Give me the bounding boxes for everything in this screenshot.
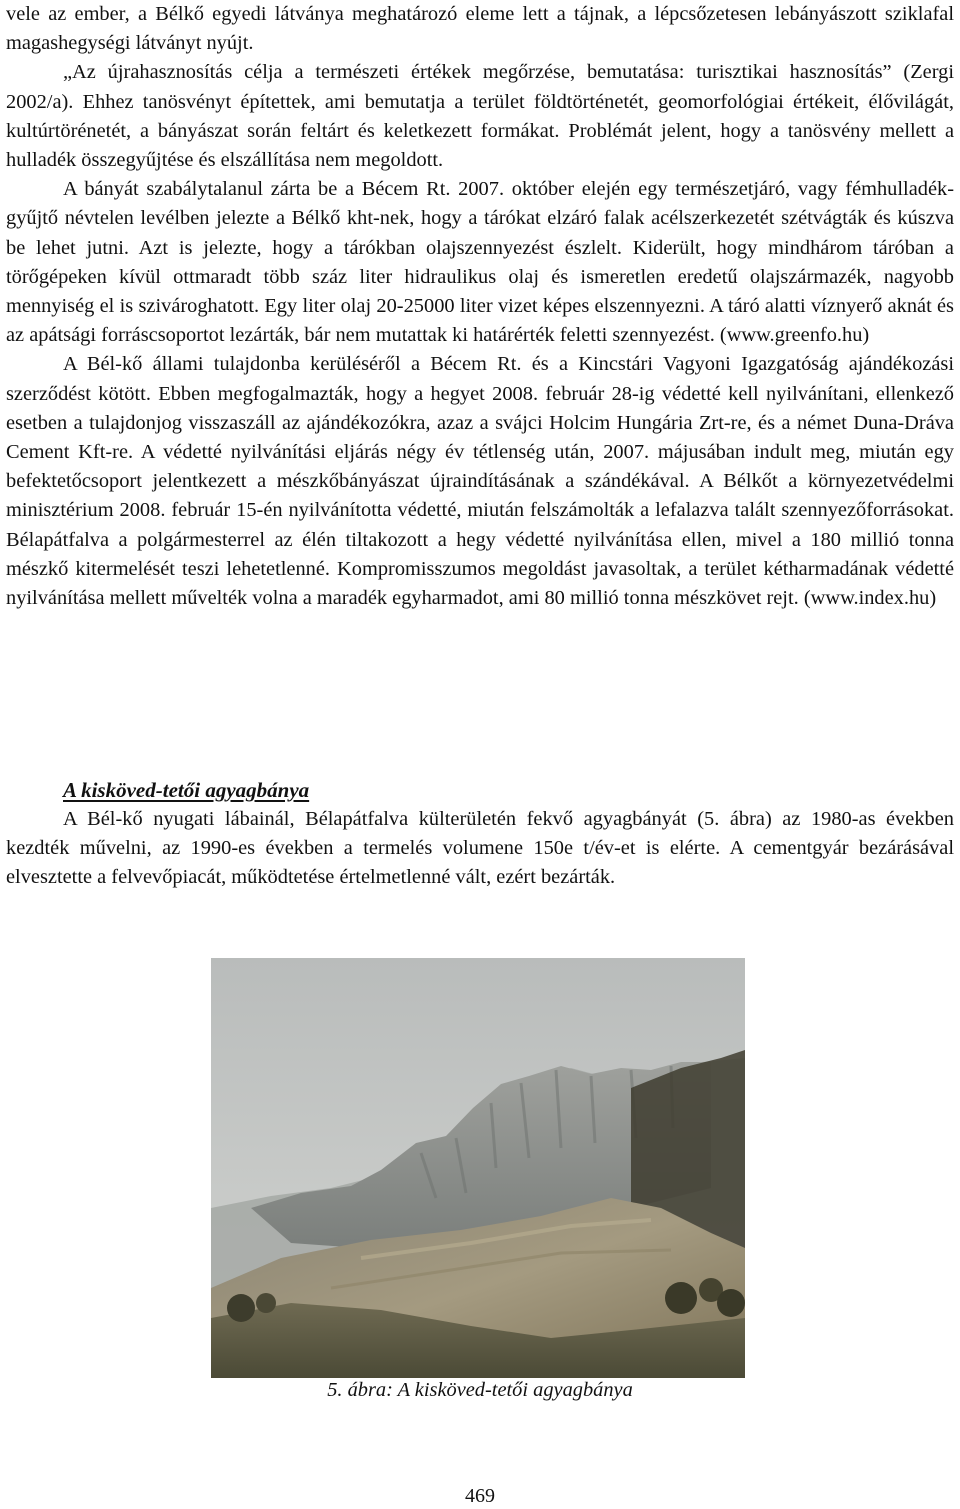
section-title: A kisköved-tetői agyagbánya [63, 778, 310, 802]
section-clay-quarry [6, 776, 954, 893]
body-text [6, 0, 954, 613]
quarry-photo [211, 958, 745, 1378]
paragraph-1: vele az ember, a Bélkő egyedi látványa meghatározó eleme lett a tájnak, a lépcsőzetesen lebányászott sziklafal magashegységi látványt nyújt. [6, 3, 954, 55]
figure-photo [211, 958, 745, 1378]
section-paragraph: A Bél-kő nyugati lábainál, Bélapátfalva külterületén fekvő agyagbányát (5. ábra) az 1980-as években kezdték művelni, az 1990-es években a termelés volumene 150e t/év-et is elérte. A cementgyár bezárásával elvesztette a felvevőpiacát, működtetése értelmetlenné vált, ezért bezárták. [6, 808, 954, 889]
figure-caption: 5. ábra: A kisköved-tetői agyagbánya [327, 1379, 633, 1401]
paragraph-4: A Bél-kő állami tulajdonba kerüléséről a Bécem Rt. és a Kincstári Vagyoni Igazgatóság ajándékozási szerződést kötött. Ebben megfogalmazták, hogy a hegyet 2008. február 28-ig védetté kell nyilvánítani, ellenkező esetben a tulajdonjog visszaszáll az ajándékozókra, azaz a svájci Holcim Hungária Zrt-re, és a német Duna-Dráva Cement Kft-re. A védetté nyilvánítási eljárás négy év tétlenség után, 2007. májusában indult meg, miután egy befektetőcsoport jelentkezett a mészkőbányászat újraindításának a szándékával. A Bélkőt a környezetvédelmi minisztérium 2008. február 15-én nyilvánította védetté, miután felszámolták a lefalazva talált szennyezőforrásokat. Bélapátfalva a polgármesterrel az élén tiltakozott a hegy védetté nyilvánítása ellen, mivel a 180 millió tonna mészkő kitermelését teszi lehetetlenné. Kompromisszumos megoldást javasoltak, a terület kétharmadának védetté nyilvánítása mellett művelték volna a maradék egyharmadot, ami 80 millió tonna mészkövet rejt. (www.index.hu) [6, 353, 954, 610]
page-number: 469 [465, 1485, 495, 1507]
paragraph-2: „Az újrahasznosítás célja a természeti értékek megőrzése, bemutatása: turisztikai hasznosítás” (Zergi 2002/a). Ehhez tanösvényt építettek, ami bemutatja a terület földtörténetét, geomorfológiai értékeit, élővilágát, kultúrtörénetét, a bányászat során feltárt és keletkezett formákat. Problémát jelent, hogy a tanösvény mellett a hulladék összegyűjtése és elszállítása nem megoldott. [6, 61, 954, 172]
paragraph-3: A bányát szabálytalanul zárta be a Bécem Rt. 2007. október elején egy természetjáró, vagy fémhulladék-gyűjtő névtelen levélben jelezte a Bélkő kht-nek, hogy a tárókat elzáró falak acélszerkezetét szétvágták és kúszva be lehet jutni. Azt is jelezte, hogy a tárókban olajszennyezést észlelt. Kiderült, hogy mindhárom táróban a törőgépeken kívül ottmaradt több száz liter hidraulikus olaj és ismeretlen eredetű olajszármazék, nagyobb mennyiség el is szivároghatott. Egy liter olaj 20-25000 liter vizet képes elszennyezni. A táró alatti víznyerő aknát és az apátsági forráscsoportot lezárták, bár nem mutattak ki határérték feletti szennyezést. (www.greenfo.hu) [6, 178, 954, 347]
